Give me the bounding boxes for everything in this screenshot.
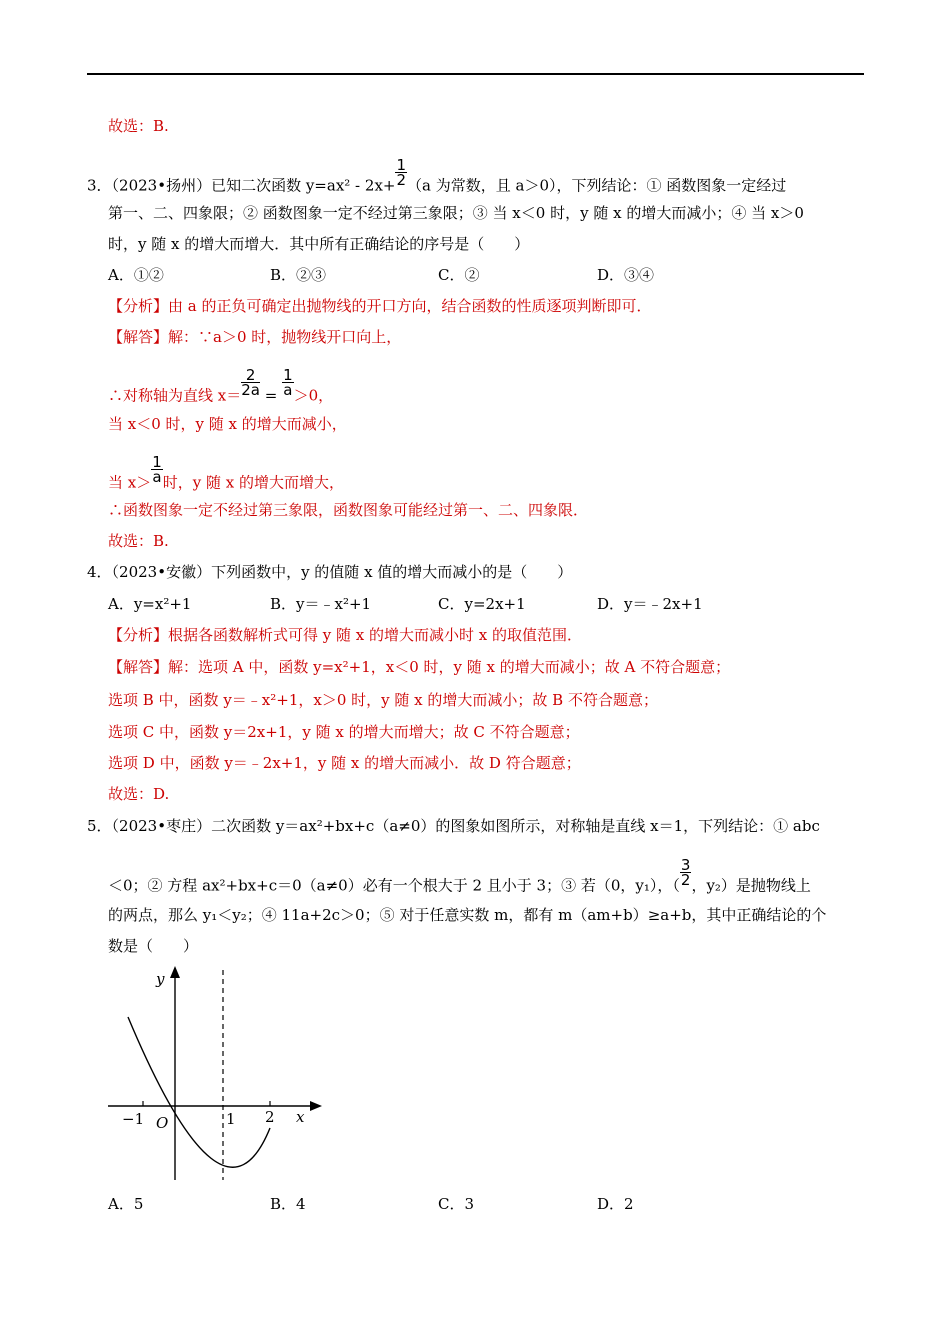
q4-solution-c: 选项 C 中，函数 y＝2x+1，y 随 x 的增大而增大；故 C 不符合题意；	[108, 723, 580, 741]
q4-option-d: D．y＝﹣2x+1	[597, 595, 703, 613]
q3-axis-prefix: ∴对称轴为直线 x＝	[108, 386, 242, 405]
parabola-curve	[128, 1017, 270, 1167]
q4-analysis: 【分析】根据各函数解析式可得 y 随 x 的增大而减小时 x 的取值范围．	[108, 626, 583, 644]
q3-axis-f1-den: 2a	[241, 381, 260, 399]
q3-gt-num: 1	[152, 453, 162, 471]
q3-frac-den: 2	[396, 171, 407, 189]
header-rule	[87, 73, 864, 75]
q3-solution-line1: 【解答】解：∵a＞0 时，抛物线开口向上，	[108, 328, 402, 346]
q3-solution-conclusion: ∴函数图象一定不经过第三象限，函数图象可能经过第一、二、四象限．	[108, 501, 589, 519]
q3-gt-suffix: 时，y 随 x 的增大而增大，	[162, 473, 345, 492]
q5-option-d: D．2	[597, 1195, 634, 1213]
q4-solution-b: 选项 B 中，函数 y＝﹣x²+1，x＞0 时，y 随 x 的增大而减小；故 B 不符合题意；	[108, 691, 658, 709]
q3-stem-start: 3．（2023•扬州）已知二次函数 y=ax² - 2x+	[87, 176, 396, 195]
q4-solution-d: 选项 D 中，函数 y＝﹣2x+1，y 随 x 的增大而减小．故 D 符合题意；	[108, 754, 581, 772]
q3-axis-f2-den: a	[283, 381, 293, 399]
q3-option-a: A．①②	[108, 266, 164, 284]
q4-option-b: B．y＝﹣x²+1	[270, 595, 372, 613]
q3-analysis: 【分析】由 a 的正负可确定出抛物线的开口方向，结合函数的性质逐项判断即可．	[108, 297, 652, 315]
q5-option-b: B．4	[270, 1195, 306, 1213]
q3-gt-prefix: 当 x＞	[108, 473, 152, 492]
q3-stem-line2: 第一、二、四象限；② 函数图象一定不经过第三象限；③ 当 x＜0 时，y 随 x 的增大而减小；④ 当 x＞0	[108, 204, 804, 222]
q3-axis-f1-num: 2	[241, 368, 260, 383]
q3-axis-fraction-2	[282, 368, 294, 397]
q5-option-c: C．3	[438, 1195, 475, 1213]
q3-solution-lt: 当 x＜0 时，y 随 x 的增大而减小，	[108, 415, 347, 433]
q3-fraction	[395, 158, 407, 187]
q3-option-b: B．②③	[270, 266, 327, 284]
origin-label: O	[156, 1114, 169, 1132]
q5-option-a: A．5	[108, 1195, 144, 1213]
q3-option-d: D．③④	[597, 266, 655, 284]
q5-stem-line2	[108, 856, 811, 901]
tick-label-neg1: −1	[122, 1110, 145, 1128]
q4-option-c: C．y=2x+1	[438, 595, 526, 613]
q3-option-c: C．②	[438, 266, 480, 284]
q3-frac-num: 1	[396, 156, 407, 174]
q3-stem-line3: 时，y 随 x 的增大而增大．其中所有正确结论的序号是（ ）	[108, 235, 530, 253]
q5-stem-line2-a: ＜0；② 方程 ax²+bx+c＝0（a≠0）必有一个根大于 2 且小于 3；③ 若（0，y₁），（	[108, 876, 680, 895]
q4-stem: 4．（2023•安徽）下列函数中，y 的值随 x 值的增大而减小的是（ ）	[87, 563, 573, 581]
q3-axis-fraction-1	[241, 368, 260, 397]
q4-answer: 故选：D.	[108, 785, 170, 803]
x-axis-arrow	[310, 1101, 322, 1111]
q4-option-a: A．y=x²+1	[108, 595, 192, 613]
q3-gt-fraction	[151, 455, 163, 484]
q3-solution-gt-line	[108, 453, 345, 498]
q4-solution-a: 【解答】解：选项 A 中，函数 y=x²+1，x＜0 时，y 随 x 的增大而减小；故 A 不符合题意；	[108, 658, 731, 676]
y-axis-label: y	[156, 970, 165, 988]
q3-answer: 故选：B.	[108, 532, 169, 550]
x-axis-label: x	[296, 1108, 305, 1126]
q5-frac-den: 2	[680, 871, 691, 889]
q5-stem-line3: 的两点，那么 y₁＜y₂；④ 11a+2c＞0；⑤ 对于任意实数 m，都有 m（am+b）≥a+b，其中正确结论的个	[108, 906, 827, 924]
q5-stem-line4: 数是（ ）	[108, 937, 199, 955]
tick-label-2: 2	[265, 1108, 275, 1126]
q5-fraction	[680, 858, 692, 887]
y-axis-arrow	[170, 966, 180, 978]
q5-parabola-figure	[100, 960, 330, 1185]
q3-gt-den: a	[152, 468, 162, 486]
q3-axis-line: ∴对称轴为直线 x＝ $\frac{2}{2a}$ = $\frac{1}{a}$ ＞0，	[108, 366, 334, 405]
q5-frac-num: 3	[680, 856, 691, 874]
q3-stem-rest: （a 为常数，且 a＞0），下列结论：① 函数图象一定经过	[407, 176, 787, 195]
q3-axis-suffix: ＞0，	[293, 386, 334, 405]
q3-stem-line1	[87, 156, 787, 201]
tick-label-1: 1	[226, 1110, 236, 1128]
q5-stem-line2-b: ，y₂）是抛物线上	[691, 876, 811, 895]
q2-answer: 故选：B.	[108, 117, 169, 135]
q3-axis-f2-num: 1	[283, 366, 293, 384]
q5-stem-line1: 5．（2023•枣庄）二次函数 y＝ax²+bx+c（a≠0）的图象如图所示，对称轴是直线 x＝1，下列结论：① abc	[87, 817, 820, 835]
